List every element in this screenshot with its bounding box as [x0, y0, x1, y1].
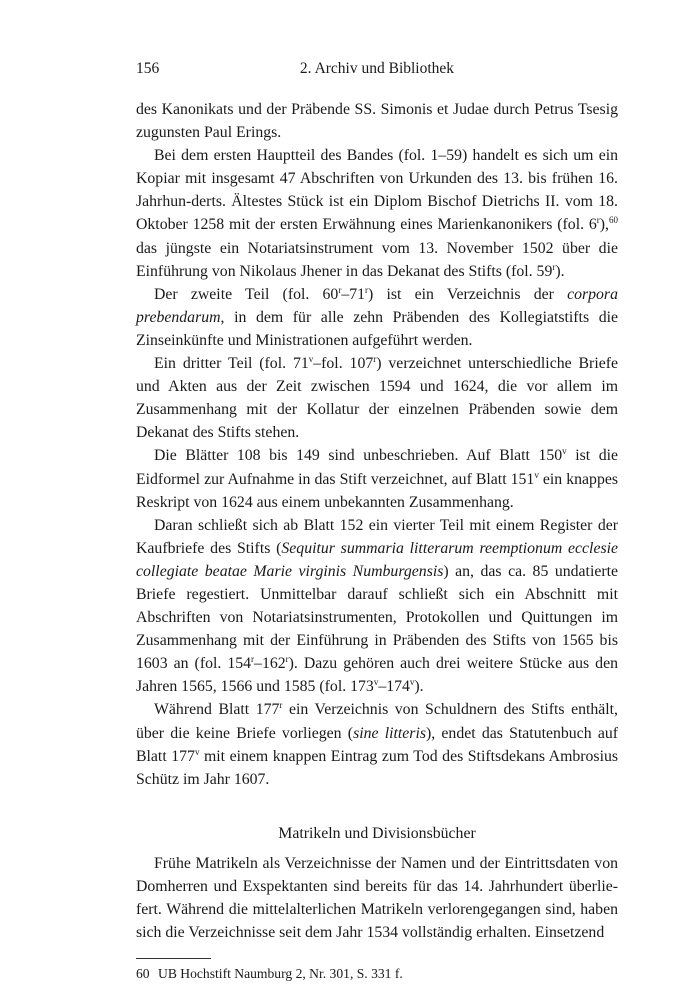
footnote-text: UB Hochstift Naumburg 2, Nr. 301, S. 331 f.: [158, 966, 403, 982]
paragraph: des Kanonikats und der Präbende SS. Simonis et Judae durch Petrus Tsesig zugunsten Paul Erings.: [136, 101, 618, 142]
paragraph: Während Blatt 177$^r$ ein Verzeichnis von Schuldnern des Stifts enthält, über die keine Briefe vorliegen (sine litteris), endet das Statutenbuch auf Blatt 177$^v$ mit einem knappen Eintrag zum Tod des Stiftsdekans Ambrosius Schütz im Jahr 1607.: [136, 700, 619, 788]
paragraph: Bei dem ersten Hauptteil des Bandes (fol. 1–59) handelt es sich um ein Kopiar mit insgesamt 47 Abschriften von Urkunden des 13. bis frühen 16. Jahrhun-derts. Ältestes Stück ist ein Diplom Bischof Dietrichs II. vom 18. Oktober 1258 mit der ersten Erwähnung eines Marienkanonikers (fol. 6$^r$),$^{60}$ das jüngste ein Notariatsinstrument vom 13. November 1502 über die Einführung von Nikolaus Jhener in das Dekanat des Stifts (fol. 59$^r$).: [136, 147, 618, 280]
paragraph: Ein dritter Teil (fol. 71$^v$–fol. 107$^r$) verzeichnet unterschiedliche Briefe und Akten aus der Zeit zwischen 1594 und 1624, die vor allem im Zusammenhang mit der Kollatur der einzelnen Präbenden sowie dem Dekanat des Stifts stehen.: [136, 354, 618, 442]
footnote-ref[interactable]: 60: [609, 215, 618, 226]
footnote-number: 60: [136, 966, 150, 982]
footnote: [136, 965, 618, 983]
paragraph: Der zweite Teil (fol. 60$^r$–71$^r$) ist ein Verzeichnis der corpora prebendarum, in dem für alle zehn Präbenden des Kollegiatstifts die Zinseinkünfte und Ministrationen aufgeführt werden.: [136, 284, 618, 349]
paragraph: Die Blätter 108 bis 149 sind unbeschrieben. Auf Blatt 150$^v$ ist die Eidformel zur Aufnahme in das Stift verzeichnet, auf Blatt 151$^v$ ein knappes Reskript von 1624 aus einem unbekannten Zusammenhang.: [136, 446, 619, 511]
book-page: [136, 60, 618, 983]
paragraph: Frühe Matrikeln als Verzeichnisse der Namen und der Eintrittsdaten von Domherren und Exspektanten sind bereits für das 14. Jahrhundert überlie-fert. Während die mittelalterlichen Matrikeln verlorengegangen sind, haben sich die Verzeichnisse seit dem Jahr 1534 vollständig erhalten. Einsetzend: [136, 854, 618, 942]
paragraph: Daran schließt sich ab Blatt 152 ein vierter Teil mit einem Register der Kaufbriefe des Stifts (Sequitur summaria litterarum reemptionum ecclesie collegiate beatae Marie virginis Numburgensis) an, das ca. 85 undatierte Briefe regestiert. Unmittelbar darauf schließt sich ein Abschnitt mit Abschriften von Notariatsinstrumenten, Protokollen und Quittungen im Zusammenhang mit der Einführung in Präbenden des Stifts von 1565 bis 1603 an (fol. 154$^r$–162$^r$). Dazu gehören auch drei weitere Stücke aus den Jahren 1565, 1566 und 1585 (fol. 173$^v$–174$^v$).: [136, 516, 619, 696]
body-text: [136, 98, 618, 944]
section-heading: Matrikeln und Divisionsbücher: [278, 824, 476, 842]
footnote-divider: [136, 958, 211, 959]
running-header: [136, 60, 618, 86]
running-title: 2. Archiv und Bibliothek: [299, 60, 455, 77]
page-number: 156: [136, 60, 160, 77]
